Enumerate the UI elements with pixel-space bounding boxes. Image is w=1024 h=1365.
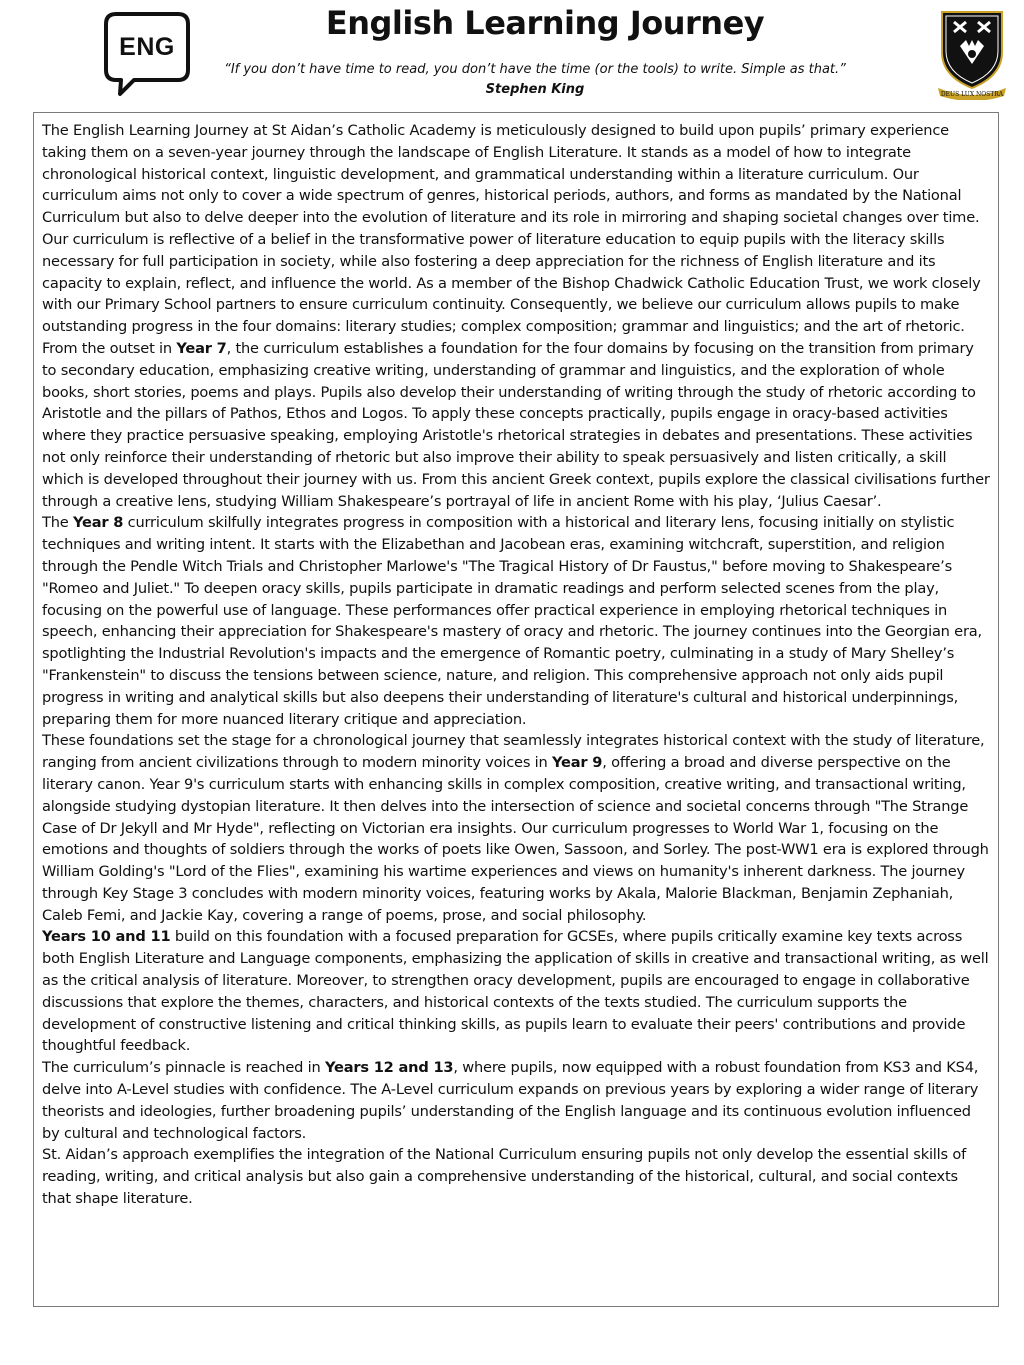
paragraph xyxy=(42,1144,990,1209)
text-run: The curriculum’s pinnacle is reached in xyxy=(42,1059,325,1077)
paragraph xyxy=(42,926,990,1057)
text-run: The English Learning Journey at St Aidan’s Catholic Academy is meticulously designed to build upon pupils’ primary experience taking them on a seven-year journey through the landscape of English Literature. It stands as a model of how to integrate chronological historical context, linguistic development, and grammatical understanding within a literature curriculum. Our curriculum aims not only to cover a wide spectrum of genres, historical periods, authors, and forms as mandated by the National Curriculum but also to delve deeper into the evolution of literature and its role in mirroring and shaping societal changes over time. xyxy=(42,122,980,227)
paragraph xyxy=(42,338,990,512)
bold-year-label: Year 8 xyxy=(72,514,124,532)
paragraph xyxy=(42,1057,990,1144)
eng-label: ENG xyxy=(119,33,175,61)
text-run: These foundations set the stage for a chronological journey that seamlessly integrates historical context with the study of literature, ranging from ancient civilizations through to modern minority voices in xyxy=(42,732,985,772)
paragraph xyxy=(42,120,990,229)
bold-year-label: Years 12 and 13 xyxy=(324,1059,454,1077)
bold-year-label: Year 7 xyxy=(176,339,227,357)
text-run: Our curriculum is reflective of a belief in the transformative power of literature education to equip pupils with the literacy skills necessary for full participation in society, while also fostering a deep appreciation for the richness of English literature and its capacity to explain, reflect, and influence the world. As a member of the Bishop Chadwick Catholic Education Trust, we work closely with our Primary School partners to ensure curriculum continuity. Consequently, we believe our curriculum allows pupils to make outstanding progress in the four domains: literary studies; complex composition; grammar and linguistics; and the art of rhetoric. xyxy=(42,230,981,336)
crest-motto: DEUS LUX NOSTRA xyxy=(940,91,1004,98)
text-run: The xyxy=(42,514,73,532)
paragraph xyxy=(42,512,990,730)
bold-year-label: Year 9 xyxy=(552,754,603,772)
text-run: From the outset in xyxy=(42,339,177,357)
paragraph xyxy=(42,229,990,338)
page-header xyxy=(0,0,1024,112)
school-crest-logo xyxy=(936,8,1008,100)
bold-year-label: Years 10 and 11 xyxy=(42,928,171,946)
text-run: , the curriculum establishes a foundation for the four domains by focusing on the transition from primary to secondary education, emphasizing creative writing, understanding of grammar and linguistics, and the exploration of whole books, short stories, poems and plays. Pupils also develop their understanding of writing through the study of rhetoric according to Aristotle and the pillars of Pathos, Ethos and Logos. To apply these concepts practically, pupils engage in oracy-based activities where they practice persuasive speaking, employing Aristotle's rhetorical strategies in debates and presentations. These activities not only reinforce their understanding of rhetoric but also improve their ability to speak persuasively and listen critically, a skill which is developed throughout their journey with us. From this ancient Greek context, pupils explore the classical civilisations further through a creative lens, studying William Shakespeare’s portrayal of life in ancient Rome with his play, ‘Julius Caesar’. xyxy=(42,339,990,510)
text-run: build on this foundation with a focused preparation for GCSEs, where pupils critically examine key texts across both English Literature and Language components, emphasizing the application of skills in creative and transactional writing, as well as the critical analysis of literature. Moreover, to strengthen oracy development, pupils are encouraged to engage in collaborative discussions that explore the themes, characters, and historical contexts of the texts studied. The curriculum supports the development of constructive listening and critical thinking skills, as pupils learn to evaluate their peers' contributions and provide thoughtful feedback. xyxy=(42,928,989,1055)
quote-author: Stephen King xyxy=(485,82,585,97)
quote-text: “If you don’t have time to read, you don’t have the time (or the tools) to write. Simple as that.” xyxy=(224,62,846,77)
text-run: St. Aidan’s approach exemplifies the integration of the National Curriculum ensuring pupils not only develop the essential skills of reading, writing, and critical analysis but also gain a comprehensive understanding of the historical, cultural, and social contexts that shape literature. xyxy=(42,1146,967,1208)
text-run: , where pupils, now equipped with a robust foundation from KS3 and KS4, delve into A-Level studies with confidence. The A-Level curriculum expands on previous years by exploring a wider range of literary theorists and ideologies, further broadening pupils’ understanding of the English language and its continuous evolution influenced by cultural and technological factors. xyxy=(42,1059,979,1142)
paragraph xyxy=(42,730,990,926)
curriculum-text-box xyxy=(33,112,999,1307)
text-run: , offering a broad and diverse perspective on the literary canon. Year 9's curriculum starts with enhancing skills in complex composition, creative writing, and transactional writing, alongside studying dystopian literature. It then delves into the intersection of science and societal concerns through "The Strange Case of Dr Jekyll and Mr Hyde", reflecting on Victorian era insights. Our curriculum progresses to World War 1, focusing on the emotions and thoughts of soldiers through the works of poets like Owen, Sassoon, and Sorley. The post-WW1 era is explored through William Golding's "Lord of the Flies", examining his wartime experiences and views on humanity's inherent darkness. The journey through Key Stage 3 concludes with modern minority voices, featuring works by Akala, Malorie Blackman, Benjamin Zephaniah, Caleb Femi, and Jackie Kay, covering a range of poems, prose, and social philosophy. xyxy=(42,754,989,924)
text-run: curriculum skilfully integrates progress in composition with a historical and literary lens, focusing initially on stylistic techniques and writing intent. It starts with the Elizabethan and Jacobean eras, examining witchcraft, superstition, and religion through the Pendle Witch Trials and Christopher Marlowe's "The Tragical History of Dr Faustus," before moving to Shakespeare’s "Romeo and Juliet." To deepen oracy skills, pupils participate in dramatic readings and perform selected scenes from the play, focusing on the powerful use of language. These performances offer practical experience in employing rhetorical techniques in speech, enhancing their appreciation for Shakespeare's mastery of oracy and rhetoric. The journey continues into the Georgian era, spotlighting the Industrial Revolution's impacts and the emergence of Romantic poetry, culminating in a study of Mary Shelley’s "Frankenstein" to discuss the tensions between science, nature, and religion. This comprehensive approach not only aids pupil progress in writing and analytical skills but also deepens their understanding of literature's cultural and historical underpinnings, preparing them for more nuanced literary critique and appreciation. xyxy=(42,514,982,728)
page-title: English Learning Journey xyxy=(325,4,765,42)
